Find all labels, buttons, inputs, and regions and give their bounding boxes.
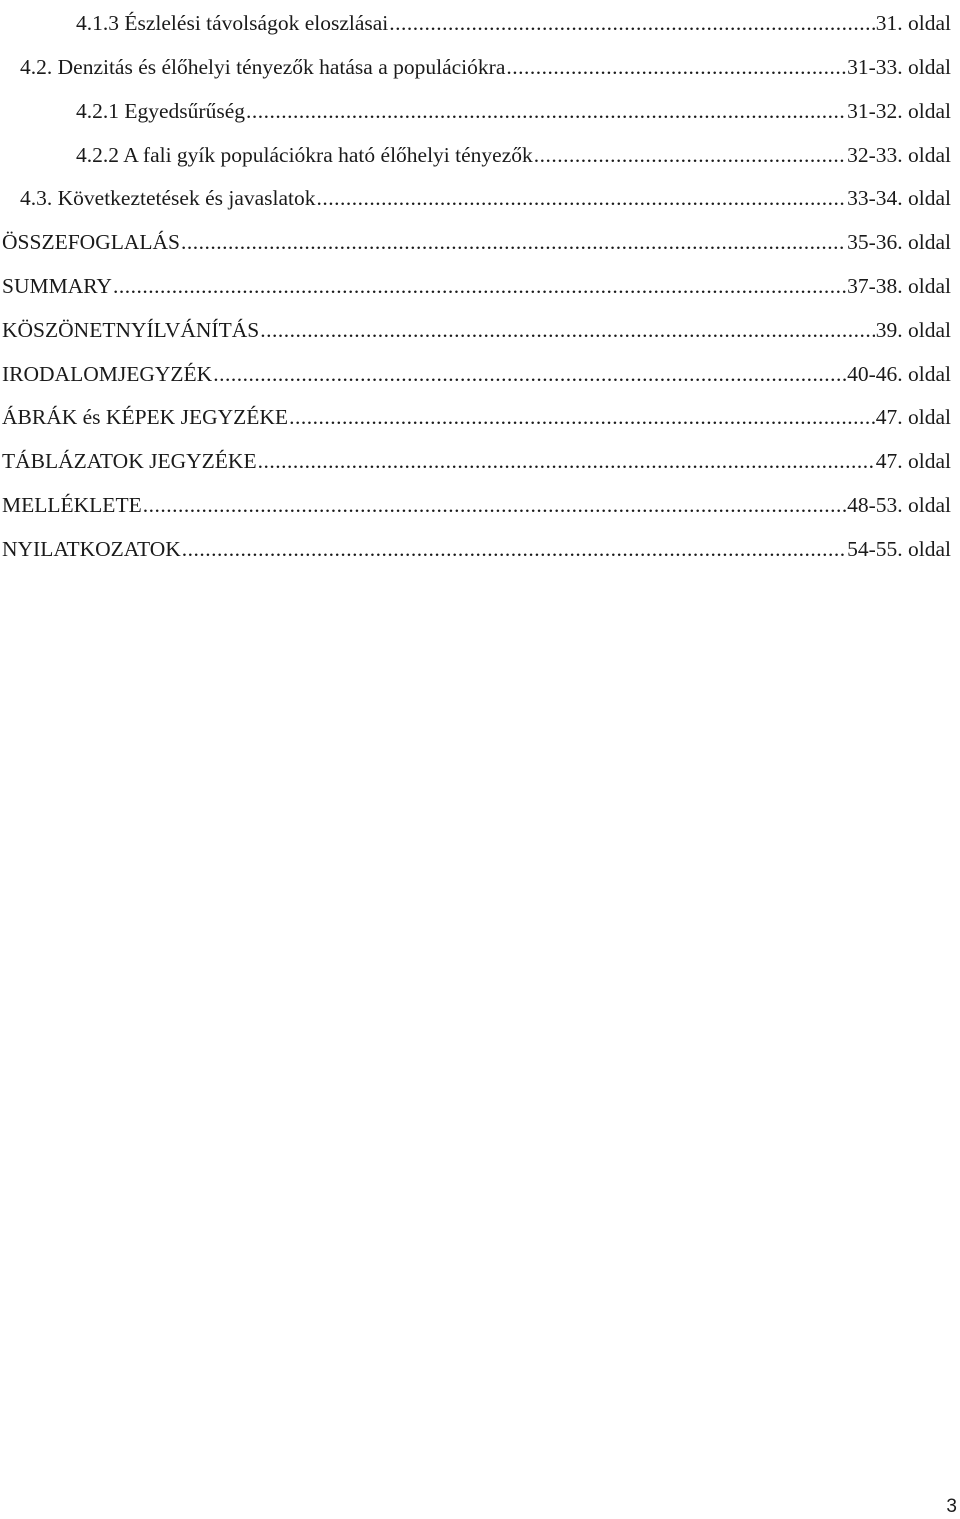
- toc-entry[interactable]: [0, 350, 951, 394]
- toc-entry-title: KÖSZÖNETNYÍLVÁNÍTÁS: [2, 317, 260, 342]
- table-of-contents: [0, 0, 951, 569]
- dot-leader: [181, 232, 846, 254]
- toc-entry[interactable]: [0, 0, 951, 44]
- toc-entry-title: NYILATKOZATOK: [2, 536, 181, 561]
- dot-leader: [289, 407, 875, 429]
- toc-entry-page: 54-55. oldal: [847, 536, 951, 561]
- toc-entry-page: 35-36. oldal: [847, 230, 951, 255]
- toc-entry-title: TÁBLÁZATOK JEGYZÉKE: [2, 449, 257, 474]
- toc-entry-page: 47. oldal: [875, 405, 951, 430]
- toc-entry[interactable]: [0, 307, 951, 351]
- toc-entry[interactable]: [0, 482, 951, 526]
- dot-leader: [143, 495, 846, 517]
- toc-entry-title: SUMMARY: [2, 274, 112, 299]
- dot-leader: [258, 451, 875, 473]
- toc-entry-page: 39. oldal: [875, 317, 951, 342]
- toc-entry-page: 37-38. oldal: [847, 274, 951, 299]
- toc-entry-page: 32-33. oldal: [847, 142, 951, 167]
- toc-entry-page: 31-33. oldal: [847, 55, 951, 80]
- toc-entry[interactable]: [0, 175, 951, 219]
- dot-leader: [260, 320, 875, 342]
- dot-leader: [246, 101, 846, 123]
- toc-entry-title: 4.2.1 Egyedsűrűség: [76, 98, 245, 123]
- toc-entry-title: 4.1.3 Észlelési távolságok eloszlásai: [76, 11, 389, 36]
- page-number: 3: [946, 1496, 957, 1517]
- toc-entry[interactable]: [0, 438, 951, 482]
- dot-leader: [534, 145, 846, 167]
- toc-entry-page: 33-34. oldal: [847, 186, 951, 211]
- toc-entry-title: 4.2.2 A fali gyík populációkra ható élőhelyi tényezők: [76, 142, 533, 167]
- toc-entry-page: 31. oldal: [875, 11, 951, 36]
- toc-entry-title: 4.3. Következtetések és javaslatok: [20, 186, 316, 211]
- dot-leader: [389, 13, 874, 35]
- toc-entry[interactable]: [0, 263, 951, 307]
- toc-entry-page: 40-46. oldal: [847, 361, 951, 386]
- toc-entry[interactable]: [0, 88, 951, 132]
- toc-entry[interactable]: [0, 44, 951, 88]
- toc-entry-title: IRODALOMJEGYZÉK: [2, 361, 213, 386]
- toc-entry[interactable]: [0, 131, 951, 175]
- toc-entry-page: 47. oldal: [875, 449, 951, 474]
- toc-entry-title: ÖSSZEFOGLALÁS: [2, 230, 180, 255]
- toc-entry-page: 31-32. oldal: [847, 98, 951, 123]
- dot-leader: [317, 188, 847, 210]
- toc-entry[interactable]: [0, 526, 951, 570]
- toc-entry-title: ÁBRÁK és KÉPEK JEGYZÉKE: [2, 405, 289, 430]
- toc-entry-title: 4.2. Denzitás és élőhelyi tényezők hatása a populációkra: [20, 55, 506, 80]
- toc-entry[interactable]: [0, 219, 951, 263]
- toc-entry-page: 48-53. oldal: [847, 493, 951, 518]
- toc-entry-title: MELLÉKLETE: [2, 493, 142, 518]
- toc-entry[interactable]: [0, 394, 951, 438]
- dot-leader: [113, 276, 846, 298]
- dot-leader: [213, 364, 846, 386]
- dot-leader: [506, 57, 846, 79]
- dot-leader: [182, 539, 846, 561]
